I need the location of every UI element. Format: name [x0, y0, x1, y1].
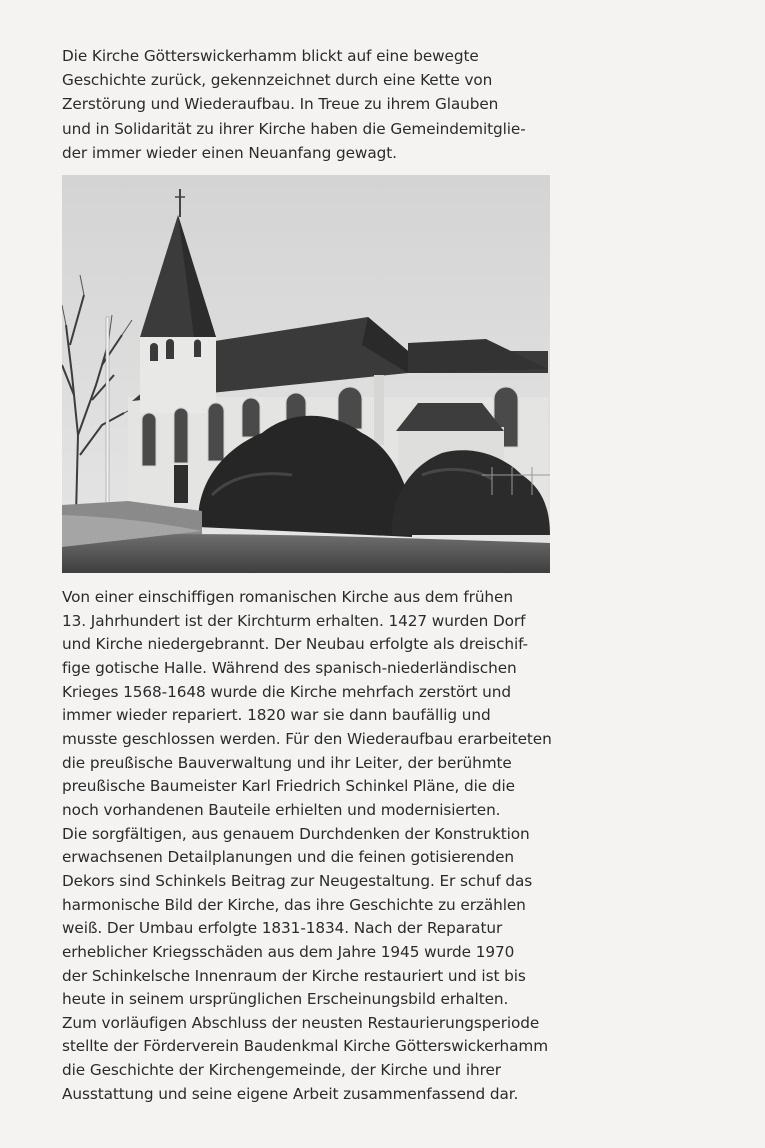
- text-line: die preußische Bauverwaltung und ihr Leiter, der berühmte: [62, 753, 512, 772]
- church-photo-icon: [62, 175, 550, 573]
- text-line: Die Kirche Götterswickerhamm blickt auf eine bewegte: [62, 47, 479, 65]
- text-line: Zerstörung und Wiederaufbau. In Treue zu ihrem Glauben: [62, 95, 499, 114]
- text-line: 13. Jahrhundert ist der Kirchturm erhalten. 1427 wurden Dorf: [62, 611, 526, 630]
- text-line: musste geschlossen werden. Für den Wiederaufbau erarbeiteten: [62, 729, 552, 748]
- text-line: immer wieder repariert. 1820 war sie dann baufällig und: [62, 706, 491, 725]
- text-line: stellte der Förderverein Baudenkmal Kirche Götterswickerhamm: [62, 1037, 549, 1056]
- text-line: fige gotische Halle. Während des spanisch-niederländischen: [62, 658, 517, 677]
- text-line: der immer wieder einen Neuanfang gewagt.: [62, 143, 397, 162]
- text-line: Zum vorläufigen Abschluss der neusten Restaurierungsperiode: [62, 1013, 540, 1032]
- text-line: Geschichte zurück, gekennzeichnet durch eine Kette von: [62, 71, 493, 90]
- text-line: noch vorhandenen Bauteile erhielten und modernisierten.: [62, 800, 501, 819]
- text-line: erwachsenen Detailplanungen und die feinen gotisierenden: [62, 848, 515, 867]
- text-line: Von einer einschiffigen romanischen Kirche aus dem frühen: [62, 588, 513, 606]
- text-line: preußische Baumeister Karl Friedrich Schinkel Pläne, die die: [62, 777, 515, 796]
- text-line: und Kirche niedergebrannt. Der Neubau erfolgte als dreischif-: [62, 635, 528, 654]
- text-line: der Schinkelsche Innenraum der Kirche restauriert und ist bis: [62, 966, 526, 985]
- intro-paragraph: [62, 44, 582, 165]
- history-paragraph: [62, 586, 582, 1106]
- text-line: Ausstattung und seine eigene Arbeit zusammenfassend dar.: [62, 1084, 519, 1103]
- text-line: harmonische Bild der Kirche, das ihre Geschichte zu erzählen: [62, 895, 526, 914]
- text-line: weiß. Der Umbau erfolgte 1831-1834. Nach der Reparatur: [62, 919, 503, 938]
- church-photo: [62, 175, 550, 573]
- text-line: erheblicher Kriegsschäden aus dem Jahre 1945 wurde 1970: [62, 942, 515, 961]
- text-line: die Geschichte der Kirchengemeinde, der Kirche und ihrer: [62, 1061, 501, 1080]
- text-line: Dekors sind Schinkels Beitrag zur Neugestaltung. Er schuf das: [62, 871, 533, 890]
- text-line: Die sorgfältigen, aus genauem Durchdenken der Konstruktion: [62, 824, 530, 843]
- text-line: und in Solidarität zu ihrer Kirche haben die Gemeindemitglie-: [62, 119, 526, 138]
- text-line: heute in seinem ursprünglichen Erscheinungsbild erhalten.: [62, 990, 509, 1009]
- text-line: Krieges 1568-1648 wurde die Kirche mehrfach zerstört und: [62, 682, 511, 701]
